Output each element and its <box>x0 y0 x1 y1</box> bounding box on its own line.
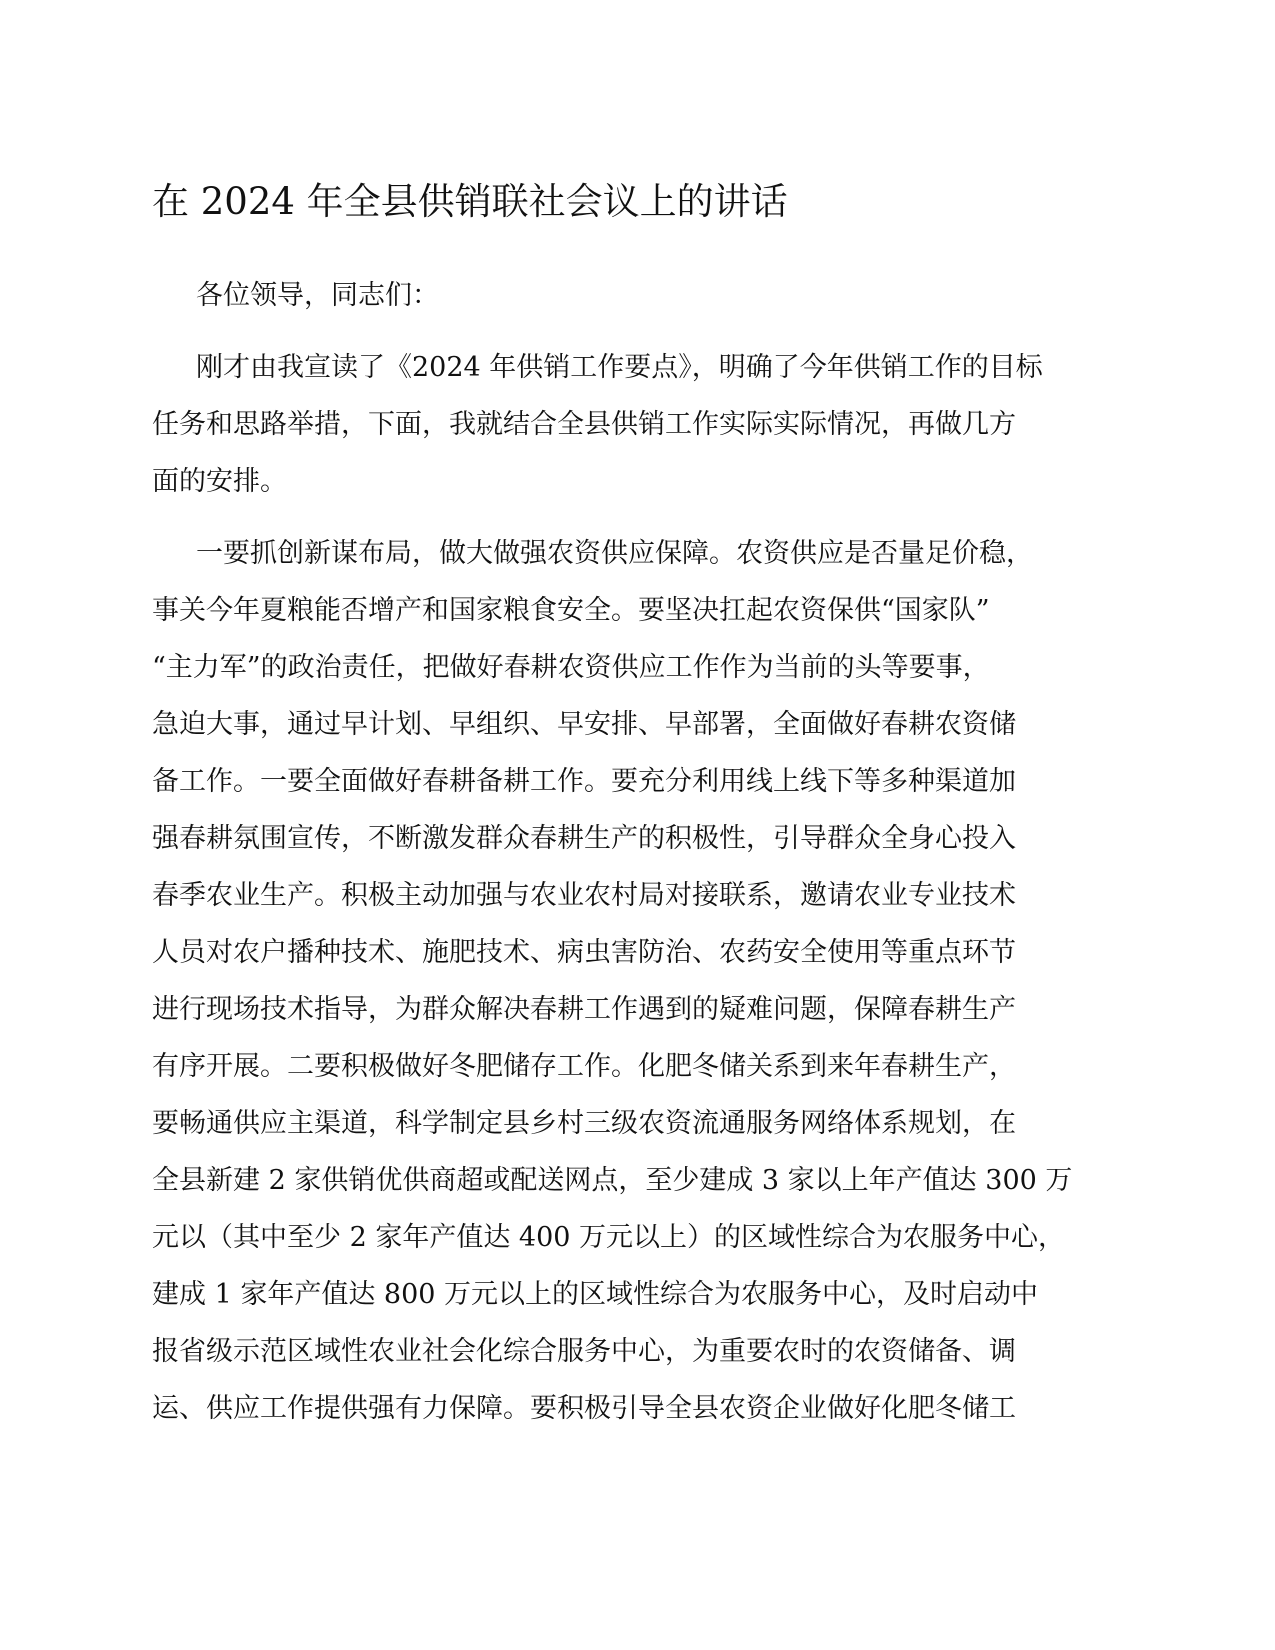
greeting-line: 各位领导，同志们： <box>196 280 439 311</box>
section-one-line: 备工作。一要全面做好春耕备耕工作。要充分利用线上线下等多种渠道加 <box>152 766 1016 797</box>
section-one-line: 报省级示范区域性农业社会化综合服务中心，为重要农时的农资储备、调 <box>152 1336 1016 1367</box>
section-one-line: 人员对农户播种技术、施肥技术、病虫害防治、农药安全使用等重点环节 <box>152 937 1016 968</box>
intro-paragraph <box>152 339 1112 510</box>
intro-line: 任务和思路举措，下面，我就结合全县供销工作实际实际情况，再做几方 <box>152 409 1016 440</box>
greeting-paragraph <box>152 267 1112 324</box>
section-one-line: 全县新建 2 家供销优供商超或配送网点，至少建成 3 家以上年产值达 300 万 <box>152 1165 1073 1196</box>
section-one-line: 要畅通供应主渠道，科学制定县乡村三级农资流通服务网络体系规划，在 <box>152 1108 1016 1139</box>
section-one-line: 春季农业生产。积极主动加强与农业农村局对接联系，邀请农业专业技术 <box>152 880 1016 911</box>
section-one-line: 元以（其中至少 2 家年产值达 400 万元以上）的区域性综合为农服务中心， <box>152 1222 1066 1253</box>
document-title: 在 2024 年全县供销联社会议上的讲话 <box>152 180 788 223</box>
section-one-line: 有序开展。二要积极做好冬肥储存工作。化肥冬储关系到来年春耕生产， <box>152 1051 1016 1082</box>
section-one-line: “主力军”的政治责任，把做好春耕农资供应工作作为当前的头等要事， <box>152 652 990 683</box>
section-one-line: 运、供应工作提供强有力保障。要积极引导全县农资企业做好化肥冬储工 <box>152 1393 1016 1424</box>
intro-line: 刚才由我宣读了《2024 年供销工作要点》，明确了今年供销工作的目标 <box>196 352 1043 383</box>
section-one-line: 急迫大事，通过早计划、早组织、早安排、早部署，全面做好春耕农资储 <box>152 709 1016 740</box>
section-one-line: 一要抓创新谋布局，做大做强农资供应保障。农资供应是否量足价稳， <box>196 538 1033 569</box>
section-one-line: 事关今年夏粮能否增产和国家粮食安全。要坚决扛起农资保供“国家队” <box>152 595 990 626</box>
section-one-line: 进行现场技术指导，为群众解决春耕工作遇到的疑难问题，保障春耕生产 <box>152 994 1016 1025</box>
section-one-paragraph <box>152 525 1112 1437</box>
section-one-line: 强春耕氛围宣传，不断激发群众春耕生产的积极性，引导群众全身心投入 <box>152 823 1016 854</box>
section-one-line: 建成 1 家年产值达 800 万元以上的区域性综合为农服务中心，及时启动中 <box>152 1279 1039 1310</box>
intro-line: 面的安排。 <box>152 466 287 497</box>
